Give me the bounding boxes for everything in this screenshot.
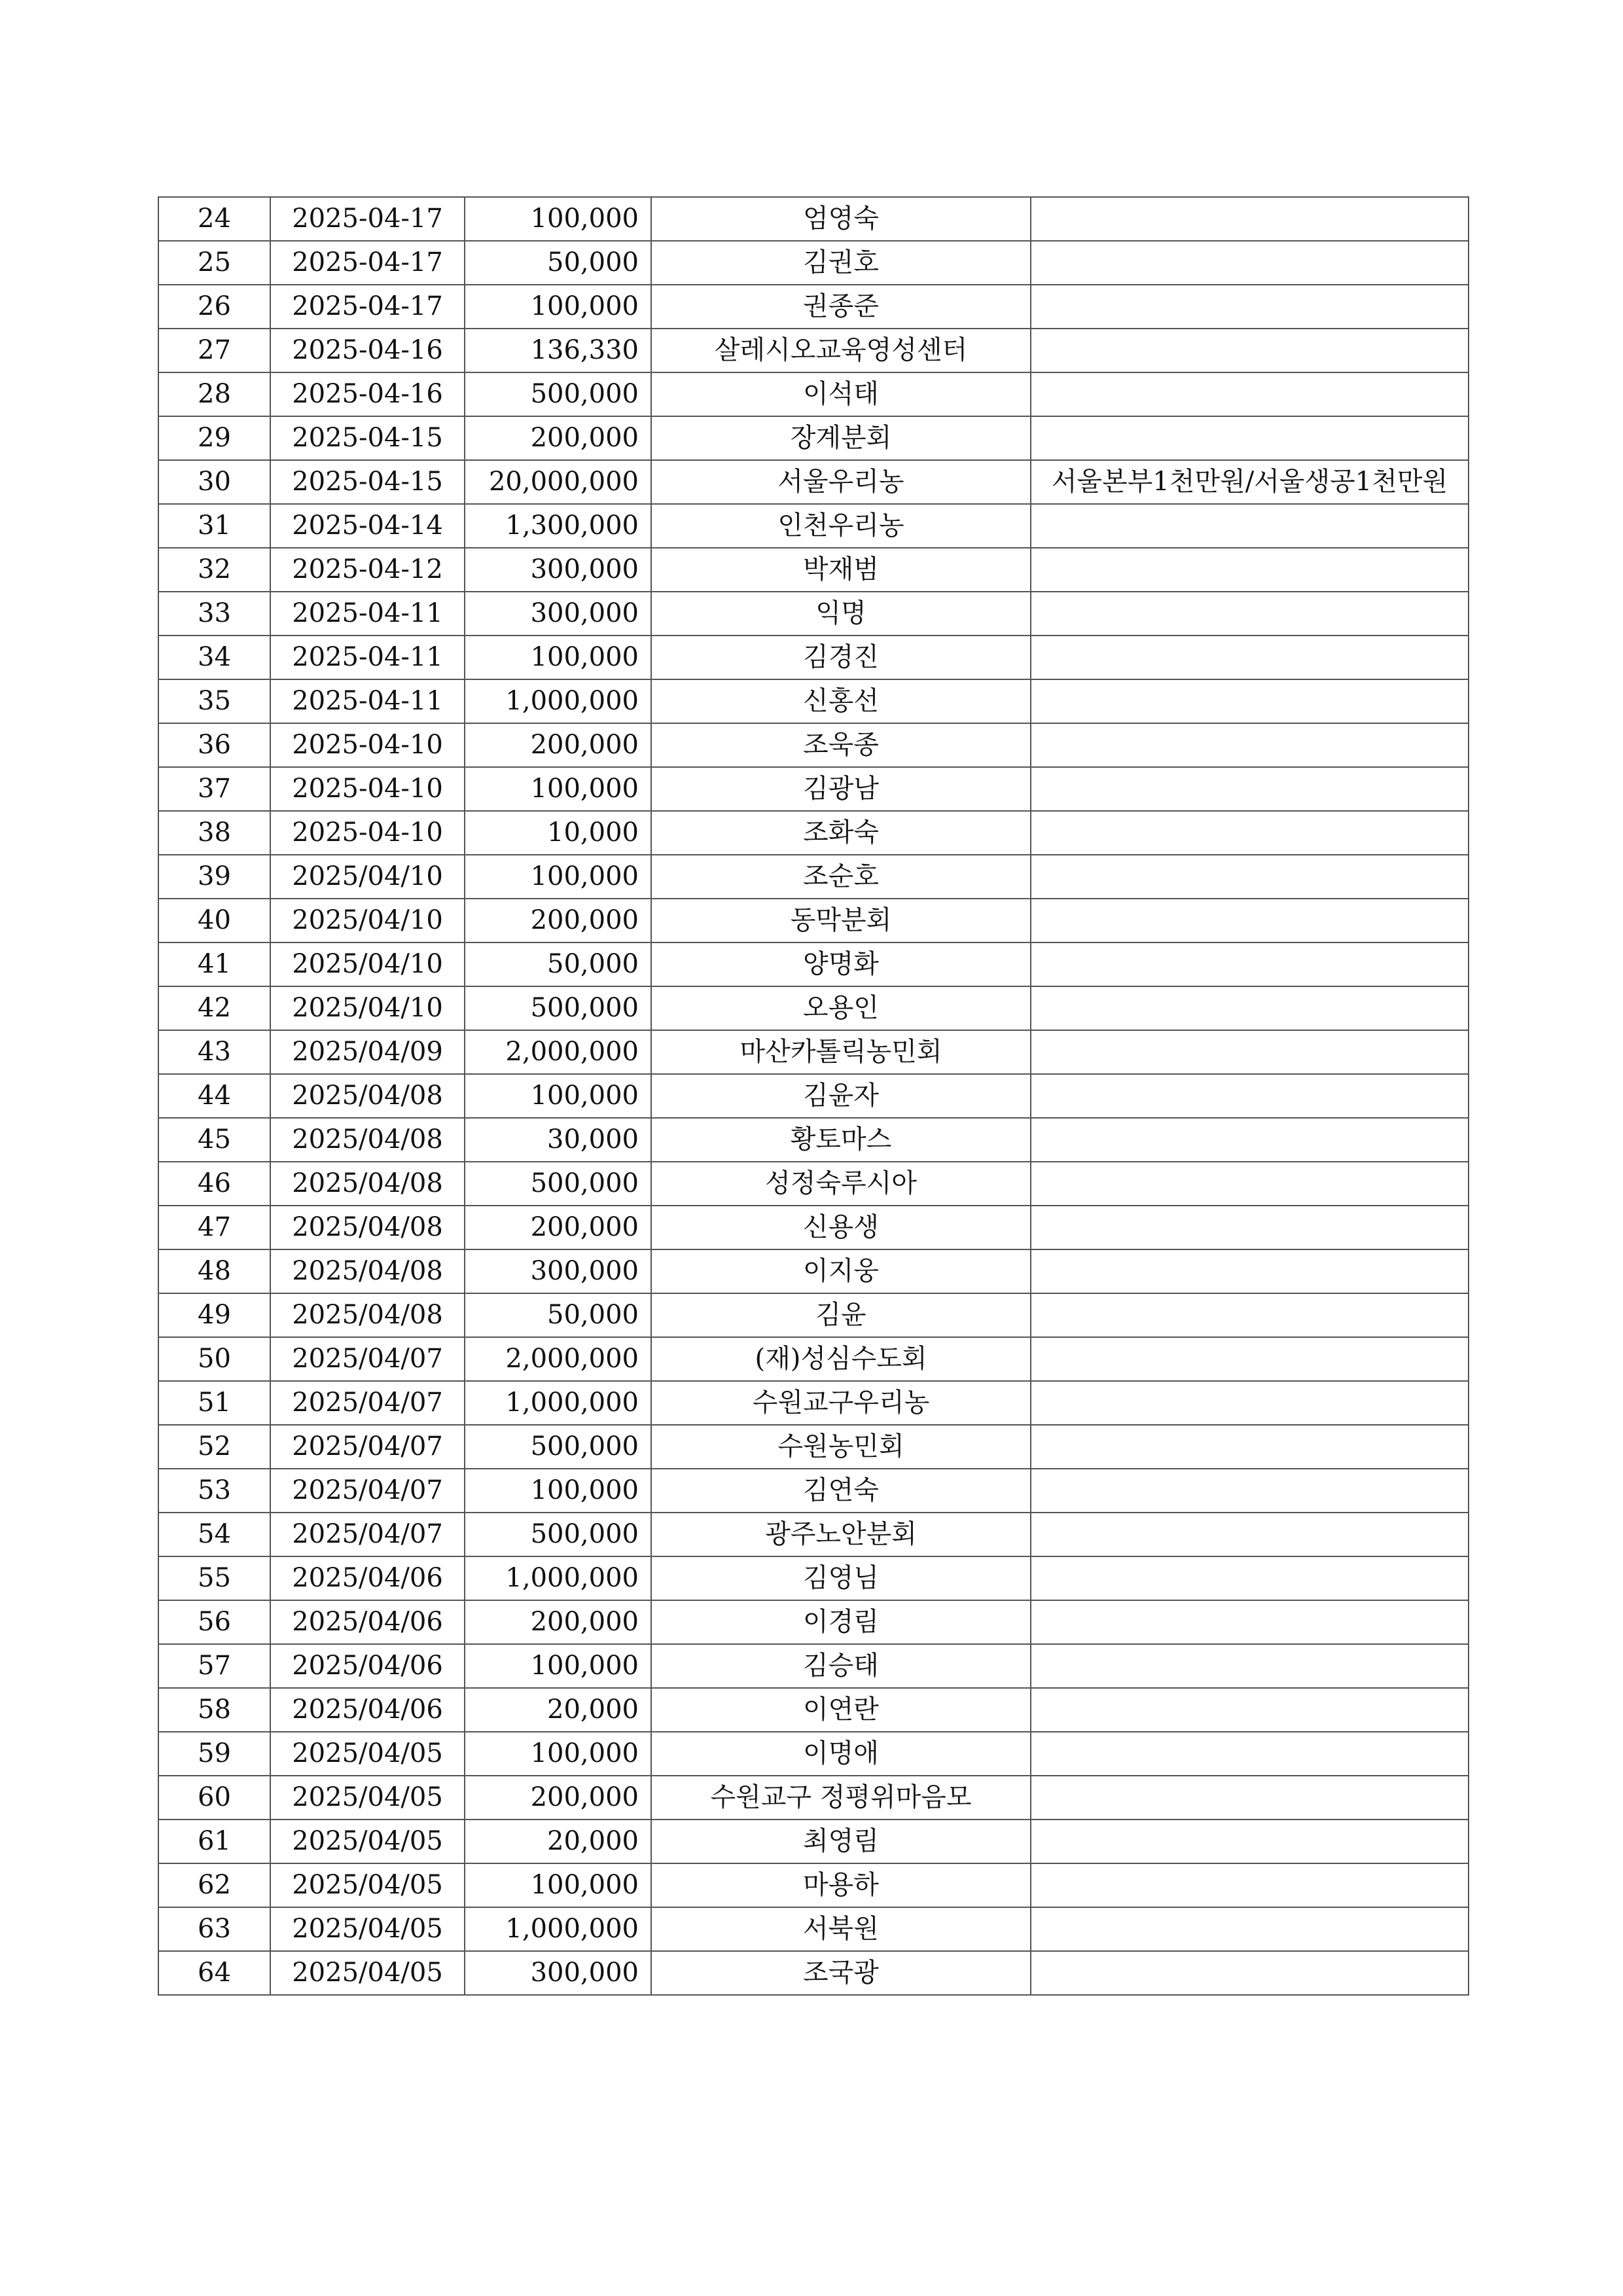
- cell-amount: 500,000: [465, 986, 651, 1030]
- cell-note: [1031, 1732, 1469, 1776]
- cell-number: 30: [158, 460, 270, 504]
- cell-date: 2025/04/07: [270, 1513, 465, 1556]
- cell-amount: 20,000,000: [465, 460, 651, 504]
- cell-donor-name: 권종준: [651, 285, 1031, 329]
- cell-date: 2025-04-14: [270, 504, 465, 548]
- cell-date: 2025/04/07: [270, 1425, 465, 1469]
- cell-note: [1031, 679, 1469, 723]
- cell-date: 2025/04/08: [270, 1162, 465, 1206]
- cell-note: [1031, 1688, 1469, 1732]
- table-row: [158, 767, 1469, 811]
- cell-amount: 50,000: [465, 241, 651, 285]
- cell-donor-name: 김영님: [651, 1556, 1031, 1600]
- cell-note: [1031, 285, 1469, 329]
- table-row: [158, 1337, 1469, 1381]
- cell-amount: 500,000: [465, 1425, 651, 1469]
- cell-date: 2025/04/10: [270, 942, 465, 986]
- cell-date: 2025-04-17: [270, 241, 465, 285]
- cell-number: 57: [158, 1644, 270, 1688]
- cell-amount: 136,330: [465, 329, 651, 372]
- cell-amount: 100,000: [465, 1732, 651, 1776]
- cell-number: 27: [158, 329, 270, 372]
- cell-date: 2025/04/06: [270, 1688, 465, 1732]
- cell-amount: 1,300,000: [465, 504, 651, 548]
- cell-donor-name: 오용인: [651, 986, 1031, 1030]
- cell-date: 2025-04-17: [270, 197, 465, 241]
- table-row: [158, 241, 1469, 285]
- cell-amount: 100,000: [465, 285, 651, 329]
- cell-donor-name: 엄영숙: [651, 197, 1031, 241]
- table-row: [158, 1776, 1469, 1820]
- cell-note: [1031, 1863, 1469, 1907]
- cell-note: [1031, 1469, 1469, 1513]
- cell-note: [1031, 986, 1469, 1030]
- cell-note: [1031, 899, 1469, 942]
- table-row: [158, 811, 1469, 855]
- table-row: [158, 636, 1469, 679]
- cell-donor-name: 황토마스: [651, 1118, 1031, 1162]
- cell-date: 2025/04/05: [270, 1951, 465, 1995]
- cell-number: 34: [158, 636, 270, 679]
- cell-note: [1031, 1951, 1469, 1995]
- cell-date: 2025/04/05: [270, 1776, 465, 1820]
- table-row: [158, 460, 1469, 504]
- cell-note: [1031, 1820, 1469, 1863]
- table-row: [158, 1425, 1469, 1469]
- cell-number: 63: [158, 1907, 270, 1951]
- cell-amount: 200,000: [465, 1776, 651, 1820]
- cell-date: 2025/04/06: [270, 1644, 465, 1688]
- cell-note: [1031, 1293, 1469, 1337]
- cell-donor-name: 동막분회: [651, 899, 1031, 942]
- cell-amount: 200,000: [465, 416, 651, 460]
- cell-number: 45: [158, 1118, 270, 1162]
- cell-number: 38: [158, 811, 270, 855]
- cell-donor-name: 수원농민회: [651, 1425, 1031, 1469]
- cell-note: [1031, 723, 1469, 767]
- table-row: [158, 1644, 1469, 1688]
- cell-amount: 200,000: [465, 1600, 651, 1644]
- cell-note: [1031, 1162, 1469, 1206]
- table-row: [158, 1820, 1469, 1863]
- cell-note: [1031, 1337, 1469, 1381]
- cell-note: [1031, 636, 1469, 679]
- cell-number: 50: [158, 1337, 270, 1381]
- cell-amount: 100,000: [465, 767, 651, 811]
- table-row: [158, 1951, 1469, 1995]
- table-row: [158, 1513, 1469, 1556]
- cell-amount: 200,000: [465, 899, 651, 942]
- cell-note: [1031, 372, 1469, 416]
- cell-note: [1031, 942, 1469, 986]
- cell-amount: 500,000: [465, 1513, 651, 1556]
- cell-amount: 200,000: [465, 723, 651, 767]
- cell-donor-name: 이연란: [651, 1688, 1031, 1732]
- cell-donor-name: 조국광: [651, 1951, 1031, 1995]
- cell-number: 26: [158, 285, 270, 329]
- cell-donor-name: 익명: [651, 592, 1031, 636]
- cell-number: 25: [158, 241, 270, 285]
- cell-amount: 100,000: [465, 636, 651, 679]
- table-row: [158, 679, 1469, 723]
- cell-number: 51: [158, 1381, 270, 1425]
- cell-amount: 100,000: [465, 197, 651, 241]
- cell-donor-name: 조욱종: [651, 723, 1031, 767]
- cell-date: 2025/04/05: [270, 1863, 465, 1907]
- table-row: [158, 899, 1469, 942]
- cell-date: 2025-04-10: [270, 811, 465, 855]
- cell-note: [1031, 1206, 1469, 1249]
- cell-number: 47: [158, 1206, 270, 1249]
- table-row: [158, 1118, 1469, 1162]
- cell-donor-name: 인천우리농: [651, 504, 1031, 548]
- cell-number: 58: [158, 1688, 270, 1732]
- cell-number: 31: [158, 504, 270, 548]
- cell-date: 2025/04/10: [270, 986, 465, 1030]
- cell-donor-name: 이경림: [651, 1600, 1031, 1644]
- table-row: [158, 416, 1469, 460]
- cell-donor-name: 김승태: [651, 1644, 1031, 1688]
- cell-donor-name: 이석태: [651, 372, 1031, 416]
- cell-number: 35: [158, 679, 270, 723]
- cell-number: 48: [158, 1249, 270, 1293]
- cell-note: [1031, 1600, 1469, 1644]
- table-row: [158, 1907, 1469, 1951]
- cell-amount: 500,000: [465, 372, 651, 416]
- cell-donor-name: 신홍선: [651, 679, 1031, 723]
- cell-donor-name: 서북원: [651, 1907, 1031, 1951]
- cell-date: 2025/04/08: [270, 1206, 465, 1249]
- table-row: [158, 1249, 1469, 1293]
- cell-donor-name: 살레시오교육영성센터: [651, 329, 1031, 372]
- table-row: [158, 285, 1469, 329]
- cell-date: 2025/04/05: [270, 1732, 465, 1776]
- cell-number: 40: [158, 899, 270, 942]
- cell-note: [1031, 329, 1469, 372]
- cell-number: 33: [158, 592, 270, 636]
- cell-note: [1031, 1907, 1469, 1951]
- cell-amount: 50,000: [465, 942, 651, 986]
- cell-date: 2025-04-11: [270, 636, 465, 679]
- cell-number: 52: [158, 1425, 270, 1469]
- cell-amount: 300,000: [465, 592, 651, 636]
- table-row: [158, 1600, 1469, 1644]
- cell-number: 29: [158, 416, 270, 460]
- cell-note: [1031, 767, 1469, 811]
- cell-date: 2025-04-16: [270, 372, 465, 416]
- cell-note: [1031, 1556, 1469, 1600]
- cell-date: 2025-04-11: [270, 679, 465, 723]
- table-row: [158, 197, 1469, 241]
- cell-note: [1031, 1381, 1469, 1425]
- cell-date: 2025/04/07: [270, 1469, 465, 1513]
- cell-donor-name: 서울우리농: [651, 460, 1031, 504]
- cell-date: 2025-04-17: [270, 285, 465, 329]
- cell-amount: 100,000: [465, 855, 651, 899]
- cell-amount: 300,000: [465, 548, 651, 592]
- donation-table-body: [158, 197, 1469, 1995]
- table-row: [158, 1381, 1469, 1425]
- cell-amount: 50,000: [465, 1293, 651, 1337]
- cell-note: [1031, 1644, 1469, 1688]
- cell-amount: 10,000: [465, 811, 651, 855]
- cell-donor-name: 김연숙: [651, 1469, 1031, 1513]
- cell-note: [1031, 1118, 1469, 1162]
- cell-date: 2025-04-10: [270, 723, 465, 767]
- cell-number: 55: [158, 1556, 270, 1600]
- cell-donor-name: 김권호: [651, 241, 1031, 285]
- cell-amount: 100,000: [465, 1469, 651, 1513]
- cell-amount: 300,000: [465, 1249, 651, 1293]
- cell-number: 49: [158, 1293, 270, 1337]
- cell-date: 2025-04-16: [270, 329, 465, 372]
- cell-number: 53: [158, 1469, 270, 1513]
- cell-number: 44: [158, 1074, 270, 1118]
- cell-donor-name: 이지웅: [651, 1249, 1031, 1293]
- table-row: [158, 504, 1469, 548]
- cell-donor-name: 박재범: [651, 548, 1031, 592]
- cell-note: [1031, 548, 1469, 592]
- cell-donor-name: 김윤: [651, 1293, 1031, 1337]
- table-row: [158, 1162, 1469, 1206]
- cell-note: [1031, 1249, 1469, 1293]
- cell-note: [1031, 416, 1469, 460]
- cell-note: [1031, 855, 1469, 899]
- cell-date: 2025/04/08: [270, 1074, 465, 1118]
- table-row: [158, 1030, 1469, 1074]
- cell-donor-name: 양명화: [651, 942, 1031, 986]
- cell-number: 54: [158, 1513, 270, 1556]
- cell-note: [1031, 1425, 1469, 1469]
- cell-amount: 1,000,000: [465, 679, 651, 723]
- cell-amount: 100,000: [465, 1644, 651, 1688]
- table-row: [158, 329, 1469, 372]
- cell-donor-name: (재)성심수도회: [651, 1337, 1031, 1381]
- cell-note: 서울본부1천만원/서울생공1천만원: [1031, 460, 1469, 504]
- table-row: [158, 1688, 1469, 1732]
- cell-note: [1031, 1074, 1469, 1118]
- cell-donor-name: 김광남: [651, 767, 1031, 811]
- cell-donor-name: 김경진: [651, 636, 1031, 679]
- table-row: [158, 1074, 1469, 1118]
- cell-amount: 2,000,000: [465, 1337, 651, 1381]
- cell-note: [1031, 811, 1469, 855]
- table-row: [158, 1732, 1469, 1776]
- table-row: [158, 1206, 1469, 1249]
- cell-date: 2025/04/09: [270, 1030, 465, 1074]
- cell-donor-name: 이명애: [651, 1732, 1031, 1776]
- cell-amount: 1,000,000: [465, 1907, 651, 1951]
- cell-date: 2025/04/08: [270, 1249, 465, 1293]
- cell-number: 37: [158, 767, 270, 811]
- cell-date: 2025/04/07: [270, 1337, 465, 1381]
- cell-note: [1031, 504, 1469, 548]
- cell-amount: 100,000: [465, 1863, 651, 1907]
- cell-number: 62: [158, 1863, 270, 1907]
- cell-number: 46: [158, 1162, 270, 1206]
- cell-date: 2025/04/10: [270, 855, 465, 899]
- table-row: [158, 592, 1469, 636]
- cell-amount: 100,000: [465, 1074, 651, 1118]
- cell-number: 42: [158, 986, 270, 1030]
- cell-amount: 20,000: [465, 1688, 651, 1732]
- cell-amount: 1,000,000: [465, 1381, 651, 1425]
- cell-donor-name: 조화숙: [651, 811, 1031, 855]
- cell-date: 2025/04/05: [270, 1907, 465, 1951]
- cell-amount: 30,000: [465, 1118, 651, 1162]
- cell-number: 36: [158, 723, 270, 767]
- cell-date: 2025-04-10: [270, 767, 465, 811]
- cell-number: 60: [158, 1776, 270, 1820]
- cell-note: [1031, 197, 1469, 241]
- cell-donor-name: 광주노안분회: [651, 1513, 1031, 1556]
- cell-donor-name: 성정숙루시아: [651, 1162, 1031, 1206]
- table-row: [158, 1293, 1469, 1337]
- cell-note: [1031, 1030, 1469, 1074]
- cell-donor-name: 수원교구우리농: [651, 1381, 1031, 1425]
- cell-date: 2025-04-11: [270, 592, 465, 636]
- cell-donor-name: 최영림: [651, 1820, 1031, 1863]
- cell-amount: 300,000: [465, 1951, 651, 1995]
- table-row: [158, 986, 1469, 1030]
- cell-amount: 500,000: [465, 1162, 651, 1206]
- cell-amount: 2,000,000: [465, 1030, 651, 1074]
- cell-date: 2025-04-15: [270, 460, 465, 504]
- cell-number: 64: [158, 1951, 270, 1995]
- table-row: [158, 548, 1469, 592]
- cell-number: 56: [158, 1600, 270, 1644]
- cell-date: 2025/04/05: [270, 1820, 465, 1863]
- cell-number: 28: [158, 372, 270, 416]
- cell-date: 2025/04/07: [270, 1381, 465, 1425]
- cell-donor-name: 신용생: [651, 1206, 1031, 1249]
- cell-date: 2025-04-15: [270, 416, 465, 460]
- table-row: [158, 372, 1469, 416]
- cell-note: [1031, 1776, 1469, 1820]
- cell-date: 2025/04/06: [270, 1556, 465, 1600]
- cell-number: 43: [158, 1030, 270, 1074]
- cell-number: 61: [158, 1820, 270, 1863]
- cell-donor-name: 마용하: [651, 1863, 1031, 1907]
- cell-donor-name: 마산카톨릭농민회: [651, 1030, 1031, 1074]
- cell-date: 2025/04/08: [270, 1293, 465, 1337]
- cell-amount: 200,000: [465, 1206, 651, 1249]
- table-row: [158, 723, 1469, 767]
- cell-amount: 1,000,000: [465, 1556, 651, 1600]
- cell-number: 32: [158, 548, 270, 592]
- cell-donor-name: 김윤자: [651, 1074, 1031, 1118]
- table-row: [158, 1863, 1469, 1907]
- cell-number: 24: [158, 197, 270, 241]
- cell-amount: 20,000: [465, 1820, 651, 1863]
- cell-note: [1031, 241, 1469, 285]
- donation-table: [158, 196, 1469, 1996]
- cell-date: 2025-04-12: [270, 548, 465, 592]
- cell-donor-name: 장계분회: [651, 416, 1031, 460]
- cell-number: 41: [158, 942, 270, 986]
- table-row: [158, 1556, 1469, 1600]
- cell-note: [1031, 592, 1469, 636]
- cell-date: 2025/04/10: [270, 899, 465, 942]
- cell-date: 2025/04/06: [270, 1600, 465, 1644]
- table-row: [158, 942, 1469, 986]
- cell-donor-name: 수원교구 정평위마음모: [651, 1776, 1031, 1820]
- cell-note: [1031, 1513, 1469, 1556]
- cell-donor-name: 조순호: [651, 855, 1031, 899]
- table-row: [158, 1469, 1469, 1513]
- cell-number: 59: [158, 1732, 270, 1776]
- cell-number: 39: [158, 855, 270, 899]
- cell-date: 2025/04/08: [270, 1118, 465, 1162]
- table-row: [158, 855, 1469, 899]
